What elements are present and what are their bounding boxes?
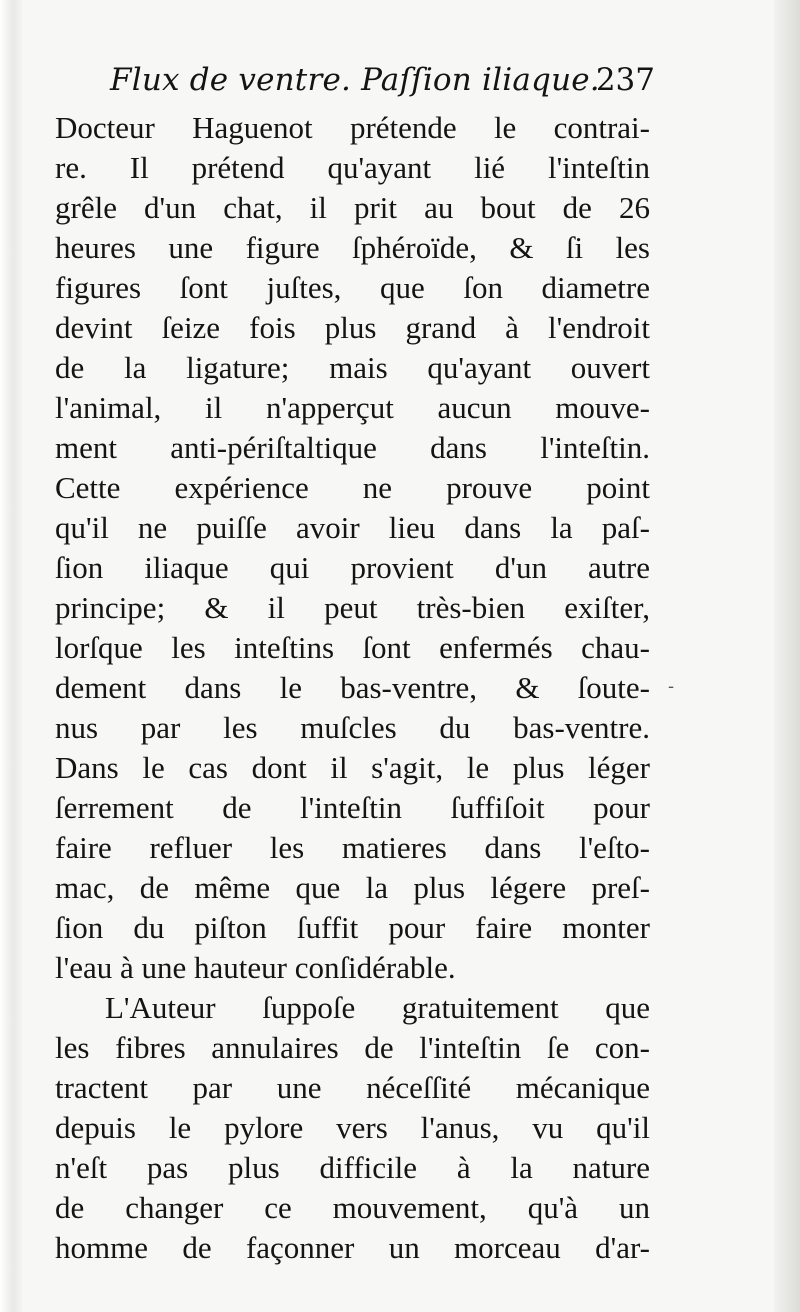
body-text bbox=[55, 108, 650, 1268]
text-line: re. Il prétend qu'ayant lié l'inteſtin bbox=[55, 150, 650, 185]
text-line: tractent par une néceſſité mécanique bbox=[55, 1070, 650, 1105]
text-line: figures ſont juſtes, que ſon diametre bbox=[55, 270, 650, 305]
running-head bbox=[110, 58, 655, 102]
text-line: les fibres annulaires de l'inteſtin ſe con- bbox=[55, 1030, 650, 1065]
paragraph-first-line: L'Auteur ſuppoſe gratuitement que bbox=[105, 990, 650, 1025]
text-line: Docteur Haguenot prétende le contrai- bbox=[55, 110, 650, 145]
margin-mark: - bbox=[668, 676, 675, 697]
page-gutter-shadow bbox=[0, 0, 22, 1312]
page-edge-shadow bbox=[774, 0, 800, 1312]
text-line: mac, de même que la plus légere preſ- bbox=[55, 870, 650, 905]
text-line: homme de façonner un morceau d'ar- bbox=[55, 1230, 650, 1265]
text-line: faire refluer les matieres dans l'eſto- bbox=[55, 830, 650, 865]
text-line: heures une figure ſphéroïde, & ſi les bbox=[55, 230, 650, 265]
paragraph-end-line: l'eau à une hauteur conſidérable. bbox=[55, 950, 456, 985]
page-number: 237 bbox=[595, 62, 655, 98]
text-line: n'eſt pas plus difficile à la nature bbox=[55, 1150, 650, 1185]
text-line: de changer ce mouvement, qu'à un bbox=[55, 1190, 650, 1225]
text-line: Dans le cas dont il s'agit, le plus léger bbox=[55, 750, 650, 785]
text-line: dement dans le bas-ventre, & ſoute- bbox=[55, 670, 650, 705]
text-line: ment anti-périſtaltique dans l'inteſtin. bbox=[55, 430, 650, 465]
text-line: qu'il ne puiſſe avoir lieu dans la paſ- bbox=[55, 510, 650, 545]
text-line: devint ſeize fois plus grand à l'endroit bbox=[55, 310, 650, 345]
text-line: nus par les muſcles du bas-ventre. bbox=[55, 710, 650, 745]
text-line: ſerrement de l'inteſtin ſuffiſoit pour bbox=[55, 790, 650, 825]
text-line: Cette expérience ne prouve point bbox=[55, 470, 650, 505]
running-head-title: Flux de ventre. Paſſion iliaque. bbox=[110, 62, 600, 98]
text-line: lorſque les inteſtins ſont enfermés chau- bbox=[55, 630, 650, 665]
text-line: depuis le pylore vers l'anus, vu qu'il bbox=[55, 1110, 650, 1145]
text-line: de la ligature; mais qu'ayant ouvert bbox=[55, 350, 650, 385]
text-line: ſion du piſton ſuffit pour faire monter bbox=[55, 910, 650, 945]
text-line: ſion iliaque qui provient d'un autre bbox=[55, 550, 650, 585]
text-line: l'animal, il n'apperçut aucun mouve- bbox=[55, 390, 650, 425]
text-line: grêle d'un chat, il prit au bout de 26 bbox=[55, 190, 650, 225]
text-line: principe; & il peut très-bien exiſter, bbox=[55, 590, 650, 625]
